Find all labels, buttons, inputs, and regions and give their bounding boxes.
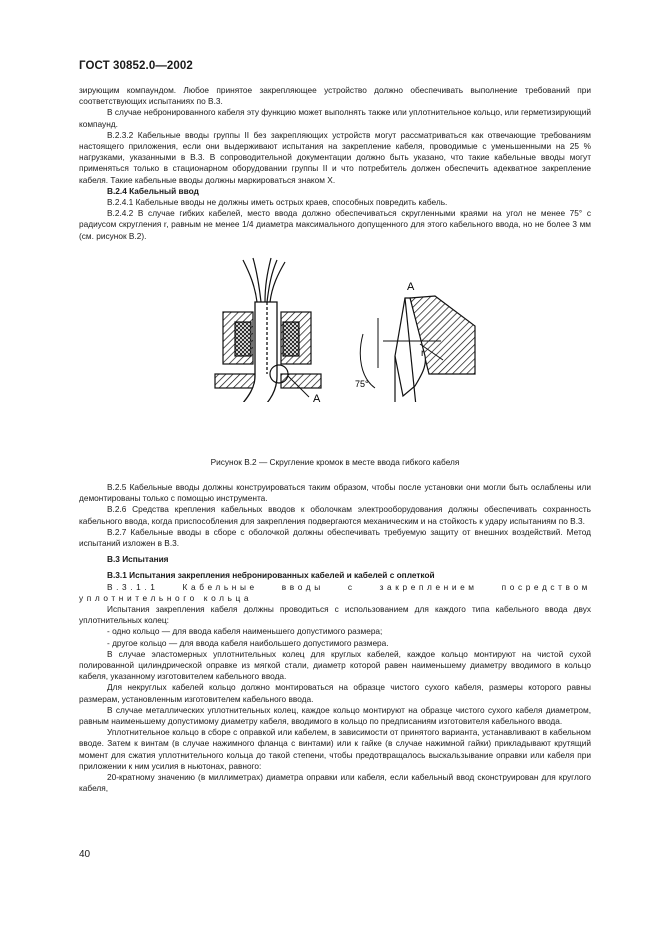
- paragraph: В случае небронированного кабеля эту функцию может выполнять также или уплотнительное кольцо, или герметизирующий компаунд.: [79, 107, 591, 129]
- spaced-title: В.3.1.1 Кабельные вводы с закреплением посредством уплотнительного кольца: [79, 581, 591, 603]
- section-heading-b24: В.2.4 Кабельный ввод: [107, 185, 199, 196]
- paragraph: В.2.4.2 В случае гибких кабелей, место ввода должно обеспечиваться скругленными краями на угол не менее 75° с радиусом скругления r, равным не менее 1/4 диаметра максимального допущенного для этого кабельного ввода, но не более 3 мм (см. рисунок В.2).: [79, 208, 591, 241]
- label-r: r: [421, 348, 425, 359]
- paragraph: Уплотнительное кольцо в сборе с оправкой или кабелем, в зависимости от принятого варианта, устанавливают в кабельном вводе. Затем к винтам (в случае нажимного фланца с винтами) или к гайке (в случае нажимной гайки) прикладывают крутящий момент для сжатия уплотнительного кольца до такой степени, чтобы предотвращалось выскальзывание оправки или кабеля при приложении к ним усилия в ньютонах, равного:: [79, 727, 591, 771]
- paragraph: зирующим компаундом. Любое принятое закрепляющее устройство должно обеспечивать выполнение требований при соответствующих испытаниях по В.3.: [79, 85, 591, 107]
- document-header: ГОСТ 30852.0—2002: [79, 60, 193, 72]
- paragraph: В.2.5 Кабельные вводы должны конструироваться таким образом, чтобы после установки они могли быть ослаблены или демонтированы только с помощью инструмента.: [79, 482, 591, 504]
- text-block-top: [79, 85, 591, 242]
- paragraph: В случае эластомерных уплотнительных колец для круглых кабелей, каждое кольцо монтируют на чистой сухой полированной цилиндрической оправке из мягкой стали, диаметр которой равен наименьшему диаметру вводимого в кольцо кабеля, указанному изготовителем кабельного ввода.: [79, 648, 591, 682]
- label-a-right: A: [407, 281, 415, 293]
- paragraph: В.2.4.1 Кабельные вводы не должны иметь острых краев, способных повредить кабель.: [107, 197, 448, 208]
- detail-a-drawing: [395, 296, 475, 402]
- paragraph: В.2.6 Средства крепления кабельных вводов к оболочкам электрооборудования должны обеспечивать сохранность кабельного ввода, когда приспособления для закрепления подвергаются механическим и на стойкость к удару испытаниям по В.3.: [79, 504, 591, 526]
- figure-caption: Рисунок В.2 — Скругление кромок в месте ввода гибкого кабеля: [210, 457, 460, 467]
- bullet-item: - одно кольцо — для ввода кабеля наименьшего допустимого размера;: [107, 626, 383, 637]
- cable-wires: [243, 258, 285, 302]
- page-number: 40: [79, 849, 91, 860]
- paragraph: Для некруглых кабелей кольцо должно монтироваться на образце чистого сухого кабеля, размеры которого равны размерам, установленным изготовителем кабельного ввода.: [79, 682, 591, 704]
- bullet-item: - другое кольцо — для ввода кабеля наибольшего допустимого размера.: [107, 637, 389, 648]
- subsection-heading-b31: В.3.1 Испытания закрепления небронированных кабелей и кабелей с оплеткой: [107, 570, 435, 581]
- paragraph: В.2.7 Кабельные вводы в сборе с оболочкой должны обеспечивать требуемую защиту от внешних воздействий. Метод испытаний изложен в В.3.: [79, 526, 591, 549]
- text-block-bottom: [79, 482, 591, 794]
- paragraph: 20-кратному значению (в миллиметрах) диаметра оправки или кабеля, если кабельный ввод сконструирован для круглого кабеля,: [79, 772, 591, 794]
- figure-cable-entry: [195, 256, 495, 402]
- paragraph: Испытания закрепления кабеля должны проводиться с использованием для каждого типа кабельного ввода двух уплотнительных колец:: [79, 604, 591, 626]
- label-a-left: A: [313, 393, 321, 402]
- paragraph: В случае металлических уплотнительных колец, каждое кольцо монтируют на образце чистого сухого кабеля диаметром, равным наименьшему допустимому диаметру кабеля, вводимого в кольцо по предписаниям изготовителя кабельного ввода.: [79, 704, 591, 727]
- section-heading-b3: В.3 Испытания: [107, 554, 169, 565]
- paragraph: В.2.3.2 Кабельные вводы группы II без закрепляющих устройств могут рассматриваться как отвечающие требованиям настоящего приложения, если они выдерживают испытания на закрепление кабеля, проводимые с уменьшенными на 25 % нагрузками, указанными в В.3. В сопроводительной документации должно быть указано, что такие кабельные вводы могут применяться только в стационарном оборудовании группы II и что потребитель должен обеспечить адекватное закрепление кабеля. Такие кабельные вводы должны маркироваться знаком X.: [79, 129, 591, 185]
- label-angle: 75°: [355, 379, 369, 389]
